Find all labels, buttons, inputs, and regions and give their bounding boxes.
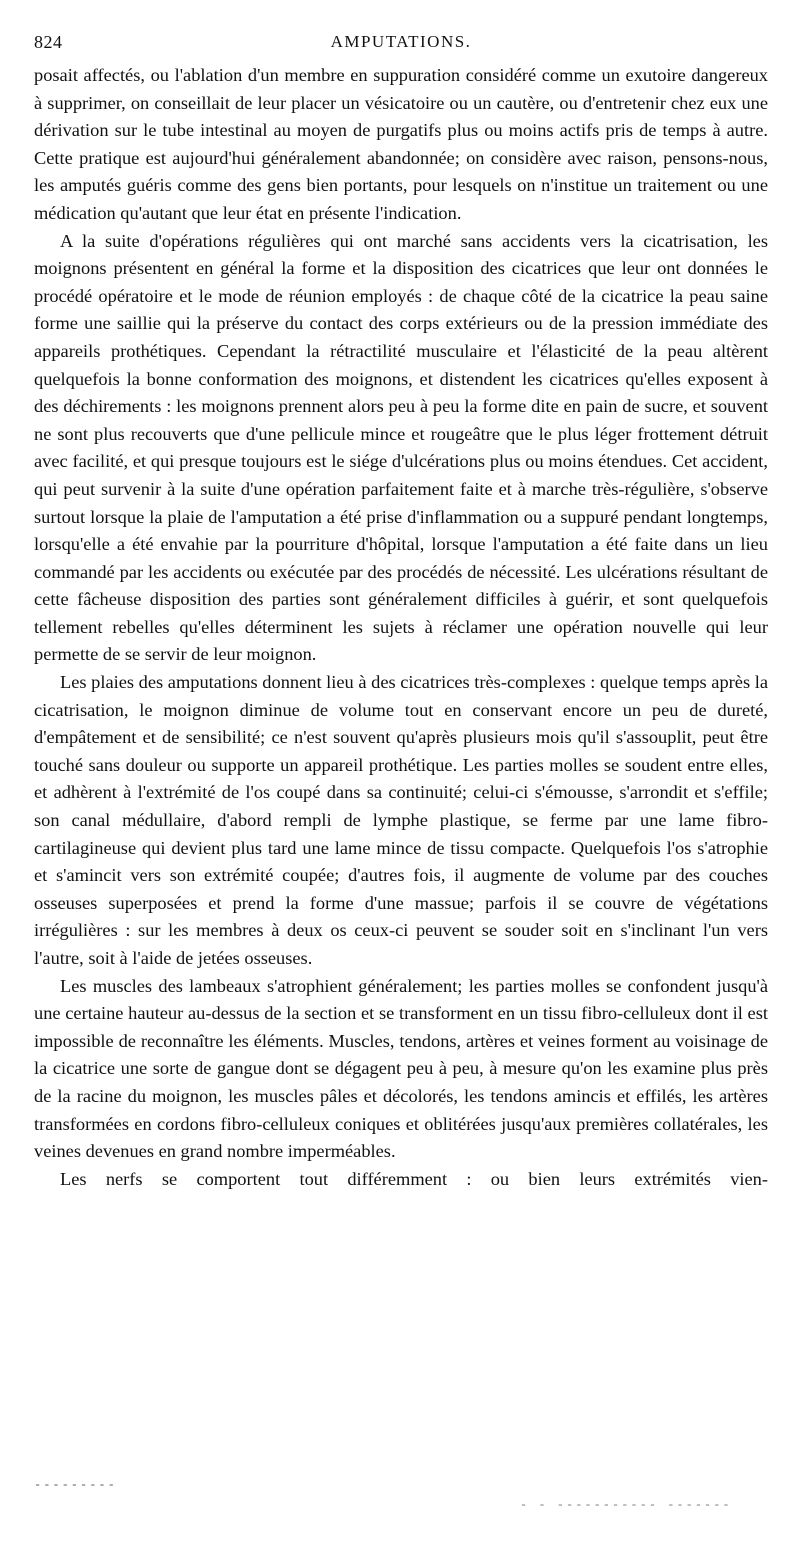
- paragraph-2: A la suite d'opérations régulières qui ont marché sans accidents vers la cicatrisation, les moignons présentent en général la forme et la disposition des cicatrices que leur ont données le procédé opératoire et le mode de réunion employés : de chaque côté de la cicatrice la peau saine forme une saillie qui la préserve du contact des corps extérieurs ou de la pression immédiate des appareils prothétiques. Cependant la rétractilité musculaire et l'élasticité de la peau altèrent quelquefois la bonne conformation des moignons, et distendent les cicatrices qu'elles exposent à des déchirements : les moignons prennent alors peu à peu la forme dite en pain de sucre, et souvent ne sont plus recouverts que d'une pellicule mince et rougeâtre que le plus léger frottement détruit avec facilité, et qui presque toujours est le siége d'ulcérations plus ou moins étendues. Cet accident, qui peut survenir à la suite d'une opération parfaitement faite et à marche très-régulière, s'observe surtout lorsque la plaie de l'amputation a été prise d'inflammation ou a suppuré pendant longtemps, lorsqu'elle a été envahie par la pourriture d'hôpital, lorsque l'amputation a été faite dans un lieu commandé par les accidents ou exécutée par des procédés de nécessité. Les ulcérations résultant de cette fâcheuse disposition des parties sont généralement difficiles à guérir, et sont quelquefois tellement rebelles qu'elles déterminent les sujets à réclamer une opération nouvelle qui leur permette de se servir de leur moignon.: [34, 230, 768, 665]
- body-text: [34, 62, 768, 1193]
- paragraph-1: posait affectés, ou l'ablation d'un membre en suppuration considéré comme un exutoire dangereux à supprimer, on conseillait de leur placer un vésicatoire ou un cautère, ou d'entretenir chez eux une dérivation sur le tube intestinal au moyen de purgatifs plus ou moins actifs pris de temps à autre. Cette pratique est aujourd'hui généralement abandonnée; on considère avec raison, pensons-nous, les amputés guéris comme des gens bien portants, pour lesquels on n'institue un traitement ou une médication qu'autant que leur état en présente l'indication.: [34, 65, 768, 223]
- running-title: AMPUTATIONS.: [330, 32, 472, 51]
- running-head: [34, 26, 768, 54]
- paragraph-3: Les plaies des amputations donnent lieu à des cicatrices très-complexes : quelque temps après la cicatrisation, le moignon diminue de volume tout en conservant encore un peu de dureté, d'empâtement et de sensibilité; ce n'est souvent qu'après plusieurs mois qu'il s'assouplit, peut être touché sans douleur ou supporte un appareil prothétique. Les parties molles se soudent entre elles, et adhèrent à l'extrémité de l'os coupé dans sa continuité; celui-ci s'émousse, s'arrondit et s'effile; son canal médullaire, d'abord rempli de lymphe plastique, se ferme par une lame fibro-cartilagineuse qui devient plus tard une lame mince de tissu compacte. Quelquefois l'os s'atrophie et s'amincit vers son extrémité coupée; d'autres fois, il augmente de volume par des couches osseuses superposées et prend la forme d'une massue; parfois il se couvre de végétations irrégulières : sur les membres à deux os ceux-ci peuvent se souder soit en s'inclinant l'un vers l'autre, soit à l'aide de jetées osseuses.: [34, 672, 768, 968]
- footer-rule-right: - - ----------- -------: [520, 1498, 732, 1512]
- page-number: 824: [34, 32, 63, 52]
- paragraph-5: Les nerfs se comportent tout différemment : ou bien leurs extrémités vien-: [60, 1168, 768, 1189]
- footer-rule-left: ---------: [34, 1478, 117, 1492]
- page: [34, 26, 768, 1193]
- paragraph-4: Les muscles des lambeaux s'atrophient généralement; les parties molles se confondent jusqu'à une certaine hauteur au-dessus de la section et se transforment en un tissu fibro-celluleux dont il est impossible de reconnaître les éléments. Muscles, tendons, artères et veines forment au voisinage de la cicatrice une sorte de gangue dont se dégagent peu à peu, à mesure qu'on les examine plus près de la racine du moignon, les muscles pâles et décolorés, les tendons amincis et effilés, les artères transformées en cordons fibro-celluleux coniques et oblitérées jusqu'aux premières collatérales, les veines devenues en grand nombre imperméables.: [34, 975, 768, 1162]
